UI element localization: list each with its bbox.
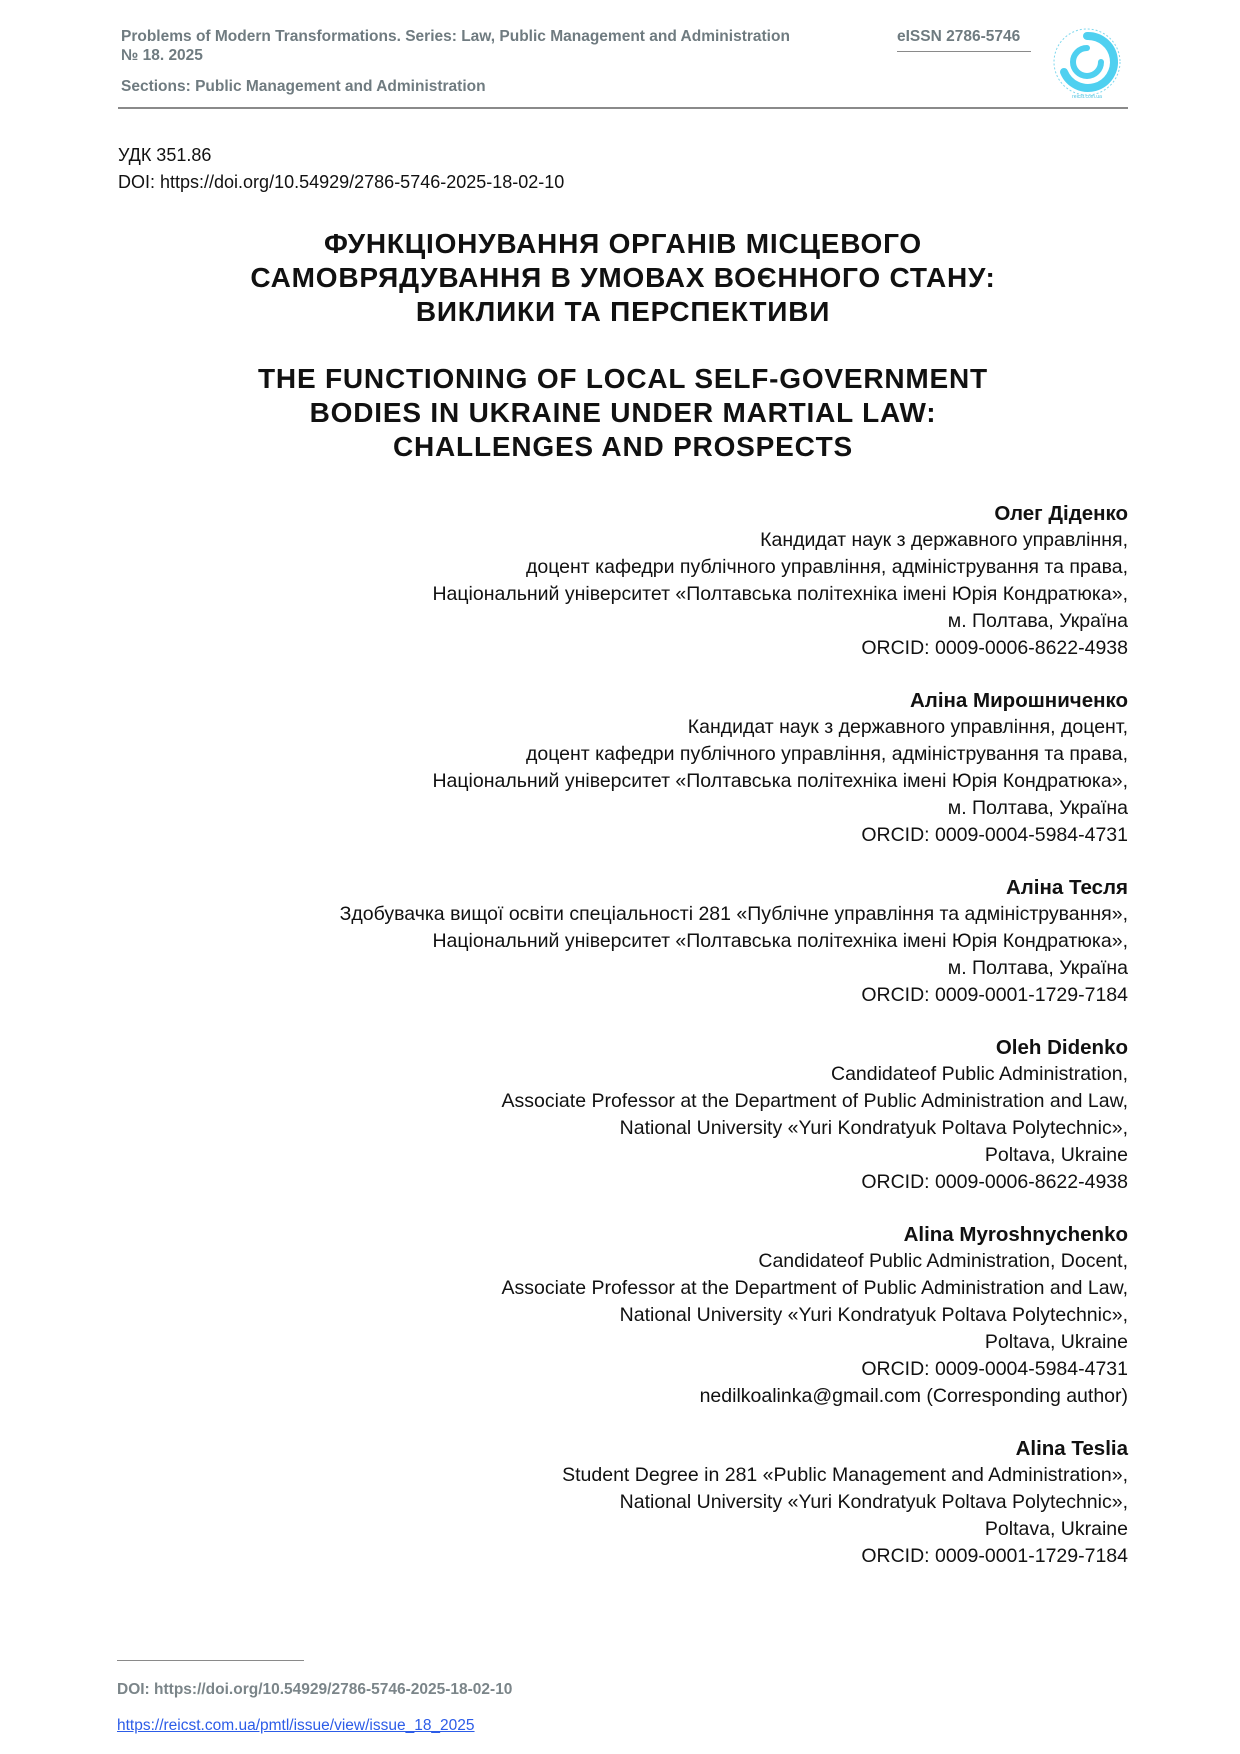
author-block bbox=[118, 1221, 1128, 1410]
author-affiliation-line: Poltava, Ukraine bbox=[984, 1331, 1128, 1353]
author-affiliation-line: ORCID: 0009-0001-1729-7184 bbox=[861, 984, 1128, 1006]
author-affiliation-line: ORCID: 0009-0001-1729-7184 bbox=[861, 1545, 1128, 1567]
author-affiliation-line[interactable]: nedilkoalinka@gmail.com (Corresponding author) bbox=[699, 1385, 1128, 1407]
author-affiliation-line: National University «Yuri Kondratyuk Poltava Polytechnic», bbox=[619, 1117, 1128, 1139]
author-affiliation-line: Student Degree in 281 «Public Management and Administration», bbox=[562, 1464, 1128, 1486]
authors-list bbox=[118, 500, 1128, 1595]
author-affiliation-line: Національний університет «Полтавська політехніка імені Юрія Кондратюка», bbox=[432, 930, 1128, 952]
author-block bbox=[118, 500, 1128, 662]
author-block bbox=[118, 1435, 1128, 1570]
author-affiliation-line: ORCID: 0009-0004-5984-4731 bbox=[861, 1358, 1128, 1380]
author-affiliation-line: Candidateof Public Administration, Docent, bbox=[758, 1250, 1128, 1272]
title-line: САМОВРЯДУВАННЯ В УМОВАХ ВОЄННОГО СТАНУ: bbox=[250, 262, 996, 293]
udk: УДК 351.86 bbox=[118, 145, 212, 165]
author-affiliation-line: Associate Professor at the Department of Public Administration and Law, bbox=[501, 1090, 1128, 1112]
author-name: Олег Діденко bbox=[994, 502, 1128, 525]
title-ukrainian bbox=[118, 227, 1128, 329]
author-affiliation-line: доцент кафедри публічного управління, адміністрування та права, bbox=[526, 743, 1128, 765]
title-english bbox=[118, 362, 1128, 464]
author-affiliation-line: Poltava, Ukraine bbox=[984, 1518, 1128, 1540]
author-affiliation-line: м. Полтава, Україна bbox=[947, 610, 1128, 632]
author-affiliation-line: ORCID: 0009-0004-5984-4731 bbox=[861, 824, 1128, 846]
author-affiliation-line: Здобувачка вищої освіти спеціальності 281 «Публічне управління та адміністрування», bbox=[339, 903, 1128, 925]
title-line: ВИКЛИКИ ТА ПЕРСПЕКТИВИ bbox=[415, 296, 831, 327]
author-affiliation-line: National University «Yuri Kondratyuk Poltava Polytechnic», bbox=[619, 1304, 1128, 1326]
author-block bbox=[118, 687, 1128, 849]
author-block bbox=[118, 1034, 1128, 1196]
author-name: Alina Myroshnychenko bbox=[903, 1223, 1128, 1246]
author-affiliation-line: Кандидат наук з державного управління, bbox=[760, 529, 1128, 551]
author-affiliation-line: Національний університет «Полтавська політехніка імені Юрія Кондратюка», bbox=[432, 770, 1128, 792]
title-line: THE FUNCTIONING OF LOCAL SELF-GOVERNMENT bbox=[258, 363, 988, 394]
doi[interactable]: DOI: https://doi.org/10.54929/2786-5746-2025-18-02-10 bbox=[118, 172, 565, 192]
author-affiliation-line: доцент кафедри публічного управління, адміністрування та права, bbox=[526, 556, 1128, 578]
logo-text: reicst.com.ua bbox=[1072, 94, 1102, 100]
title-line: CHALLENGES AND PROSPECTS bbox=[393, 431, 853, 462]
author-affiliation-line: м. Полтава, Україна bbox=[947, 797, 1128, 819]
issue-number: № 18. 2025 bbox=[121, 47, 203, 64]
author-affiliation-line: Національний університет «Полтавська політехніка імені Юрія Кондратюка», bbox=[432, 583, 1128, 605]
footer-rule bbox=[117, 1660, 304, 1661]
author-affiliation-line: ORCID: 0009-0006-8622-4938 bbox=[861, 1171, 1128, 1193]
journal-logo bbox=[1050, 26, 1124, 100]
author-name: Oleh Didenko bbox=[995, 1036, 1128, 1059]
header-rule bbox=[118, 107, 1128, 109]
section-label: Sections: Public Management and Administration bbox=[121, 78, 486, 95]
author-name: Аліна Мирошниченко bbox=[910, 689, 1128, 712]
eissn: eISSN 2786-5746 bbox=[897, 28, 1021, 45]
eissn-underline bbox=[897, 51, 1031, 52]
footer-doi[interactable]: DOI: https://doi.org/10.54929/2786-5746-2025-18-02-10 bbox=[117, 1681, 513, 1698]
author-affiliation-line: Associate Professor at the Department of Public Administration and Law, bbox=[501, 1277, 1128, 1299]
author-name: Alina Teslia bbox=[1015, 1437, 1128, 1460]
author-affiliation-line: Candidateof Public Administration, bbox=[830, 1063, 1128, 1085]
issue-link[interactable]: https://reicst.com.ua/pmtl/issue/view/issue_18_2025 bbox=[117, 1717, 475, 1734]
author-affiliation-line: Кандидат наук з державного управління, доцент, bbox=[687, 716, 1128, 738]
title-line: ФУНКЦІОНУВАННЯ ОРГАНІВ МІСЦЕВОГО bbox=[323, 228, 923, 259]
author-affiliation-line: ORCID: 0009-0006-8622-4938 bbox=[861, 637, 1128, 659]
author-affiliation-line: Poltava, Ukraine bbox=[984, 1144, 1128, 1166]
author-block bbox=[118, 874, 1128, 1009]
author-affiliation-line: м. Полтава, Україна bbox=[947, 957, 1128, 979]
journal-title: Problems of Modern Transformations. Series: Law, Public Management and Administration bbox=[121, 28, 790, 45]
author-name: Аліна Тесля bbox=[1005, 876, 1128, 899]
author-affiliation-line: National University «Yuri Kondratyuk Poltava Polytechnic», bbox=[619, 1491, 1128, 1513]
title-line: BODIES IN UKRAINE UNDER MARTIAL LAW: bbox=[309, 397, 937, 428]
